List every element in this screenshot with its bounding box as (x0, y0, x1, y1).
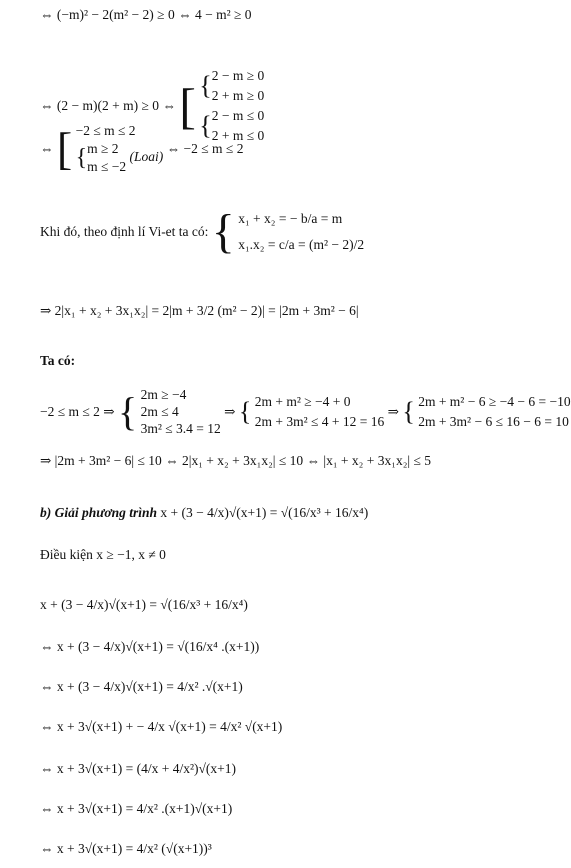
solution-line-7: ⇔ x + 3√(x+1) = 4/x² (√(x+1))³ (40, 841, 212, 856)
brace-symbol: { (199, 111, 212, 140)
vieta-line (40, 206, 364, 258)
math-line-5: ⇒ 2|x₁ + x₂ + 3x₁x₂| = 2|m + 3/2 (m² − 2)| = |2m + 3m² − 6| (40, 303, 359, 318)
system-line: 2 − m ≤ 0 (211, 108, 265, 123)
math-line-1: ⇔ (−m)² − 2(m² − 2) ≥ 0 ⇔ 4 − m² ≥ 0 (40, 7, 252, 22)
math-line-3-lhs: ⇔ (40, 141, 54, 156)
part-b-title (40, 504, 368, 522)
solution-line-6: ⇔ x + 3√(x+1) = 4/x² .(x+1)√(x+1) (40, 801, 233, 816)
math-line-8: ⇒ |2m + 3m² − 6| ≤ 10 ⇔ 2|x₁ + x₂ + 3x₁x₂| ≤ 10 ⇔ |x₁ + x₂ + 3x₁x₂| ≤ 5 (40, 453, 432, 468)
system-block (255, 392, 385, 432)
system-line: x₁ + x₂ = − b/a = m (238, 211, 343, 226)
chain-start: −2 ≤ m ≤ 2 ⇒ (40, 403, 115, 419)
condition-line: Điều kiện x ≥ −1, x ≠ 0 (40, 547, 166, 562)
system-block (418, 392, 570, 432)
system-line: 2m + 3m² − 6 ≤ 16 − 6 = 10 (418, 413, 569, 429)
math-line-2-lhs: ⇔ (2 − m)(2 + m) ≥ 0 ⇔ (40, 98, 176, 113)
system-line: 2 + m ≤ 0 (211, 128, 265, 143)
implies-symbol: ⇒ (224, 403, 236, 419)
brace-symbol: { (238, 396, 252, 426)
solution-line-2: ⇔ x + (3 − 4/x)√(x+1) = √(16/x⁴ .(x+1)) (40, 639, 260, 654)
vieta-intro: Khi đó, theo định lí Vi-et ta có: (40, 224, 209, 239)
system-line: 2m + m² ≥ −4 + 0 (254, 393, 351, 409)
solution-line-3: ⇔ x + (3 − 4/x)√(x+1) = 4/x² .√(x+1) (40, 679, 243, 694)
system-line: m ≥ 2 (87, 141, 119, 156)
solution-line-5: ⇔ x + 3√(x+1) = (4/x + 4/x²)√(x+1) (40, 761, 237, 776)
system-block (141, 386, 221, 437)
brace-symbol: { (118, 388, 138, 434)
part-b-equation: x + (3 − 4/x)√(x+1) = √(16/x³ + 16/x⁴) (160, 505, 369, 520)
math-line-3 (40, 122, 243, 176)
system-line: 2m + 3m² ≤ 4 + 12 = 16 (254, 413, 385, 429)
system-line: 2 + m ≥ 0 (211, 88, 265, 103)
section-label: Ta có: (40, 353, 76, 368)
system-line: −2 ≤ m ≤ 2 (75, 123, 136, 138)
solution-line-4: ⇔ x + 3√(x+1) + − 4/x √(x+1) = 4/x² √(x+1) (40, 719, 283, 734)
solution-line-1: x + (3 − 4/x)√(x+1) = √(16/x³ + 16/x⁴) (40, 597, 248, 612)
system-line: 2 − m ≥ 0 (211, 68, 265, 83)
system-block (76, 122, 164, 176)
brace-symbol: [ (179, 78, 196, 134)
implies-symbol: ⇒ (387, 403, 399, 419)
note-label: (Loai) (129, 149, 164, 165)
system-line: m ≤ −2 (87, 159, 127, 174)
system-block (238, 206, 364, 258)
system-line: 3m² ≤ 3.4 = 12 (140, 421, 221, 436)
brace-symbol: { (199, 71, 212, 100)
brace-symbol: { (402, 396, 415, 426)
brace-symbol: { (75, 145, 88, 171)
part-b-label: b) Giải phương trình (40, 505, 157, 520)
brace-symbol: { (211, 205, 235, 258)
system-line: x₁.x₂ = c/a = (m² − 2)/2 (238, 237, 365, 252)
brace-symbol: [ (56, 123, 73, 174)
system-line: 2m ≤ 4 (140, 404, 179, 419)
system-line: 2m ≥ −4 (140, 387, 187, 402)
inequality-chain (40, 386, 571, 437)
math-line-3-rhs: ⇔ −2 ≤ m ≤ 2 (166, 141, 244, 156)
system-line: 2m + m² − 6 ≥ −4 − 6 = −10 (418, 393, 571, 409)
